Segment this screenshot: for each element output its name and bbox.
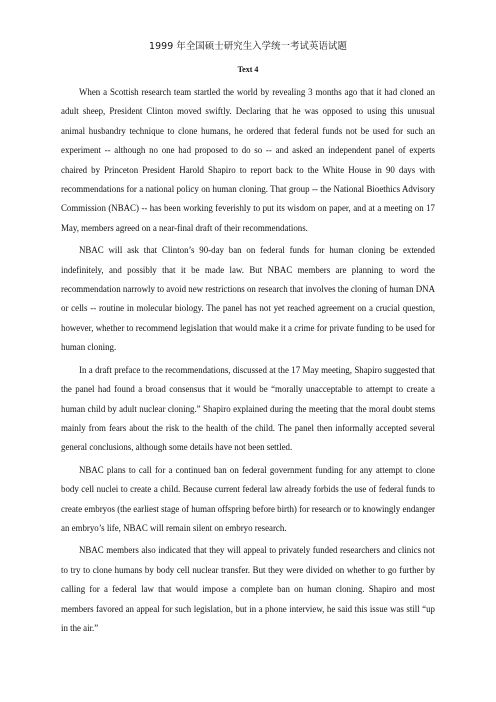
paragraph-1: When a Scottish research team startled the world by revealing 3 months ago that it had cloned an adult sheep, President Clinton moved swiftly. Declaring that he was opposed to using this unusual animal husbandry technique to clone humans, he ordered that federal funds not be used for such an experiment -- although no one had proposed to do so -- and asked an independent panel of experts chaired by Princeton President Harold Shapiro to report back to the White House in 90 days with recommendations for a national policy on human cloning. That group -- the National Bioethics Advisory Commission (NBAC) -- has been working feverishly to put its wisdom on paper, and at a meeting on 17 May, members agreed on a near-final draft of their recommendations. — [61, 87, 435, 233]
document-title: 1999 年全国硕士研究生入学统一考试英语试题 — [149, 41, 347, 52]
paragraph-4: NBAC plans to call for a continued ban on federal government funding for any attempt to clone body cell nuclei to create a child. Because current federal law already forbids the use of federal funds to create embryos (the earliest stage of human offspring before birth) for research or to knowingly endanger an embryo’s life, NBAC will remain silent on embryo research. — [61, 464, 435, 533]
section-label: Text 4 — [237, 65, 259, 74]
paragraph-2: NBAC will ask that Clinton’s 90-day ban on federal funds for human cloning be extended indefinitely, and possibly that it be made law. But NBAC members are planning to word the recommendation narrowly to avoid new restrictions on research that involves the cloning of human DNA or cells -- routine in molecular biology. The panel has not yet reached agreement on a crucial question, however, whether to recommend legislation that would make it a crime for private funding to be used for human cloning. — [61, 245, 435, 353]
paragraph-5: NBAC members also indicated that they will appeal to privately funded researchers and clinics not to try to clone humans by body cell nuclear transfer. But they were divided on whether to go further by calling for a federal law that would impose a complete ban on human cloning. Shapiro and most members favored an appeal for such legislation, but in a phone interview, he said this issue was still “up in the air.” — [61, 545, 435, 633]
paragraph-3: In a draft preface to the recommendations, discussed at the 17 May meeting, Shapiro suggested that the panel had found a broad consensus that it would be “morally unacceptable to attempt to create a human child by adult nuclear cloning.” Shapiro explained during the meeting that the moral doubt stems mainly from fears about the risk to the health of the child. The panel then informally accepted several general conclusions, although some details have not been settled. — [61, 364, 435, 453]
